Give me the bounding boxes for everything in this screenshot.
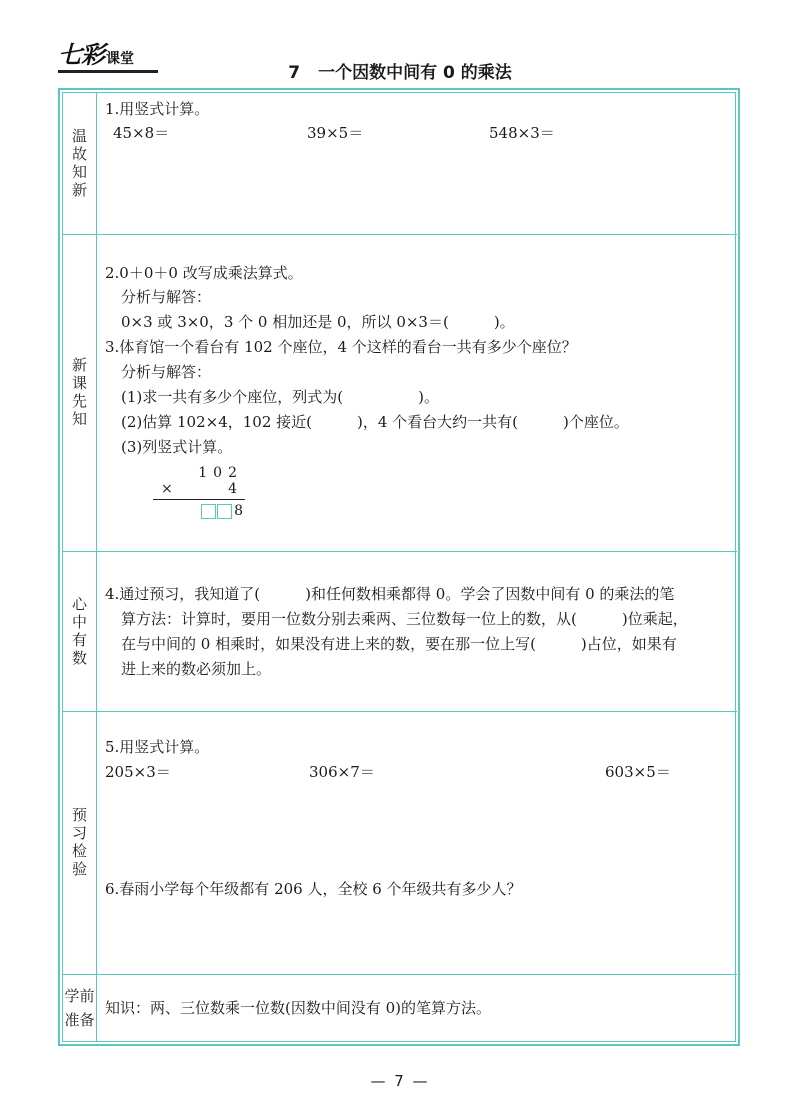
calc-item: 603×5＝ [605,763,671,781]
section-label-cell [63,235,97,551]
answer-row [201,503,243,519]
logo-main-text: 七彩 [58,40,104,69]
section-label: 新课先知 [70,357,88,429]
vertical-calculation [153,465,253,527]
answer-digit: 8 [234,503,243,519]
page-number: — 7 — [370,1072,430,1090]
section-label [65,984,95,1032]
question-4-line: 算方法：计算时，要用一位数分别去乘两、三位数每一位上的数，从( )位乘起， [121,610,688,628]
calc-item: 548×3＝ [489,124,555,142]
section-label-cell [63,552,97,711]
section-label-cell [63,712,97,974]
question-4-line: 4.通过预习，我知道了( )和任何数相乘都得 0。学会了因数中间有 0 的乘法的笔 [105,585,675,603]
section-label: 温故知新 [70,127,88,200]
analysis-label: 分析与解答： [121,288,212,306]
times-sign: × [161,481,173,497]
question-1-title: 1.用竖式计算。 [105,100,210,118]
section-label: 心中有数 [70,595,88,668]
section-check [63,712,737,975]
step-1: (1)求一共有多少个座位，列式为( )。 [121,388,439,406]
section-content [105,712,731,974]
section-label-line: 学前 [64,987,95,1005]
section-mind [63,552,737,712]
section-label-line: 准备 [64,1011,95,1029]
lesson-title: 一个因数中间有 0 的乘法 [318,63,512,83]
question-4-line: 在与中间的 0 相乘时，如果没有进上来的数，要在那一位上写( )占位，如果有 [121,635,677,653]
section-label-cell [63,93,97,234]
section-content [105,93,731,234]
section-label-cell [63,975,97,1041]
lesson-number: 7 [288,63,301,83]
page-title [0,58,800,83]
multiplicand: 102 [198,465,243,481]
step-2: (2)估算 102×4，102 接近( )，4 个看台大约一共有( )个座位。 [121,413,629,431]
question-5-title: 5.用竖式计算。 [105,738,210,756]
logo-sub-text: 课堂 [106,51,134,67]
question-6-title: 6.春雨小学每个年级都有 206 人，全校 6 个年级共有多少人？ [105,880,522,898]
question-2-title: 2.0＋0＋0 改写成乘法算式。 [105,264,303,282]
section-content [105,235,731,551]
analysis-label: 分析与解答： [121,363,212,381]
multiplier: 4 [228,481,237,497]
calc-rule-line [153,499,245,500]
calc-item: 39×5＝ [307,124,364,142]
answer-box[interactable] [201,504,216,519]
section-prep [63,975,737,1041]
calc-item: 45×8＝ [113,124,170,142]
question-3-title: 3.体育馆一个看台有 102 个座位，4 个这样的看台一共有多少个座位？ [105,338,577,356]
calc-item: 205×3＝ [105,763,171,781]
question-2-answer: 0×3 或 3×0，3 个 0 相加还是 0，所以 0×3＝( )。 [121,313,515,331]
section-label: 预习检验 [70,807,88,879]
calc-item: 306×7＝ [309,763,375,781]
section-content [105,975,731,1041]
section-new [63,235,737,552]
question-4-line: 进上来的数必须加上。 [121,660,272,678]
prep-text: 知识：两、三位数乘一位数(因数中间没有 0)的笔算方法。 [105,999,492,1017]
section-content [105,552,731,711]
answer-box[interactable] [217,504,232,519]
step-3: (3)列竖式计算。 [121,438,233,456]
worksheet-table [62,92,736,1042]
section-review [63,93,737,235]
